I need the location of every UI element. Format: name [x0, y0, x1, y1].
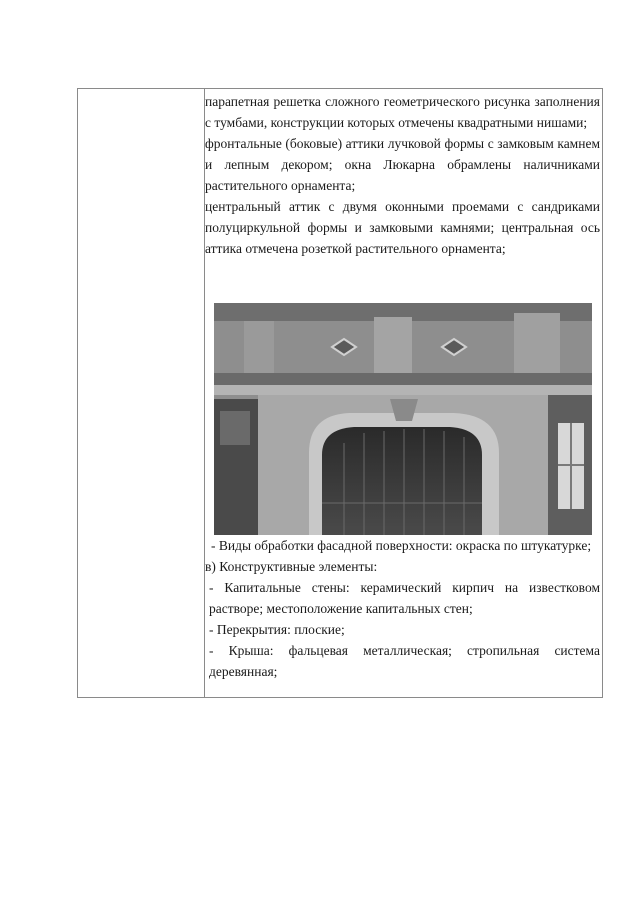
table-left-cell [78, 89, 204, 697]
content-table [77, 88, 603, 698]
paragraph-central-attic: центральный аттик с двумя оконными проемами с сандриками полуциркульной формы и замковыми камнями; центральная ось аттика отмечена розеткой растительного орнамента; [205, 199, 600, 256]
table-right-cell [205, 91, 600, 695]
paragraph-side-attics: фронтальные (боковые) аттики лучковой формы с замковым камнем и лепным декором; окна Люкарна обрамлены наличниками растительного орнамента; [205, 136, 600, 193]
lower-text-block [205, 535, 600, 682]
paragraph-roof: - Крыша: фальцевая металлическая; стропильная система деревянная; [209, 643, 600, 679]
paragraph-facade-finish: - Виды обработки фасадной поверхности: окраска по штукатурке; [211, 538, 592, 553]
facade-photo [214, 303, 592, 535]
paragraph-parapet: парапетная решетка сложного геометрического рисунка заполнения с тумбами, конструкции которых отмечены квадратными нишами; [205, 94, 600, 130]
paragraph-floors: - Перекрытия: плоские; [209, 622, 345, 637]
paragraph-walls: - Капитальные стены: керамический кирпич на известковом растворе; местоположение капитальных стен; [209, 580, 600, 616]
paragraph-structural-heading: в) Конструктивные элементы: [205, 559, 378, 574]
